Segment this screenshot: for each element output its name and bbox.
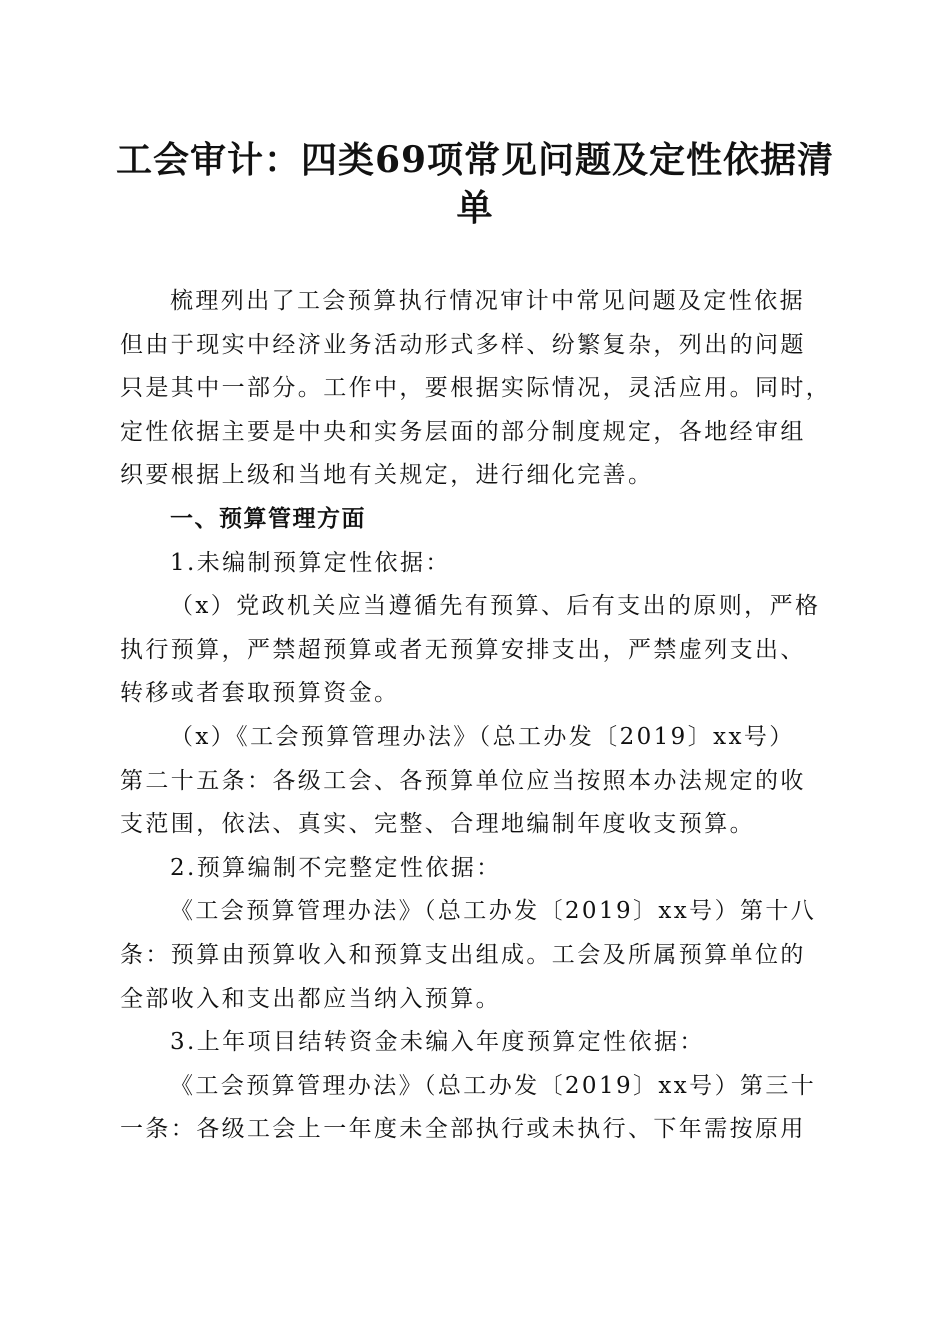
paragraph-line: 《工会预算管理办法》（总工办发〔2019〕xx号）第三十	[170, 1072, 817, 1099]
paragraph-line: 全部收入和支出都应当纳入预算。	[120, 985, 501, 1012]
paragraph-line: 但由于现实中经济业务活动形式多样、纷繁复杂，列出的问题	[120, 331, 806, 358]
paragraph-line: 第二十五条：各级工会、各预算单位应当按照本办法规定的收	[120, 767, 806, 794]
paragraph-line: （x）党政机关应当遵循先有预算、后有支出的原则，严格	[170, 593, 821, 620]
paragraph-line: 2.预算编制不完整定性依据：	[170, 854, 502, 881]
document-body	[120, 280, 832, 1152]
paragraph-line: 条：预算由预算收入和预算支出组成。工会及所属预算单位的	[120, 941, 806, 968]
paragraph-line: 3.上年项目结转资金未编入年度预算定性依据：	[170, 1029, 705, 1056]
paragraph-line: 只是其中一部分。工作中，要根据实际情况，灵活应用。同时，	[120, 375, 832, 402]
paragraph-line: 定性依据主要是中央和实务层面的部分制度规定，各地经审组	[120, 418, 806, 445]
paragraph-line: 《工会预算管理办法》（总工办发〔2019〕xx号）第十八	[170, 898, 817, 925]
paragraph-line: 支范围，依法、真实、完整、合理地编制年度收支预算。	[120, 811, 755, 838]
paragraph-line: 转移或者套取预算资金。	[120, 680, 400, 707]
paragraph-line: 梳理列出了工会预算执行情况审计中常见问题及定性依据	[170, 288, 805, 314]
paragraph-line: 执行预算，严禁超预算或者无预算安排支出，严禁虚列支出、	[120, 636, 806, 663]
paragraph-line: （x）《工会预算管理办法》（总工办发〔2019〕xx号）	[170, 723, 795, 750]
paragraph-line: 1.未编制预算定性依据：	[170, 549, 451, 576]
section-heading: 一、预算管理方面	[170, 505, 366, 532]
paragraph-line: 一条：各级工会上一年度未全部执行或未执行、下年需按原用	[120, 1116, 806, 1143]
document-title: 工会审计：四类69项常见问题及定性依据清单	[115, 139, 835, 229]
paragraph-line: 织要根据上级和当地有关规定，进行细化完善。	[120, 462, 654, 489]
